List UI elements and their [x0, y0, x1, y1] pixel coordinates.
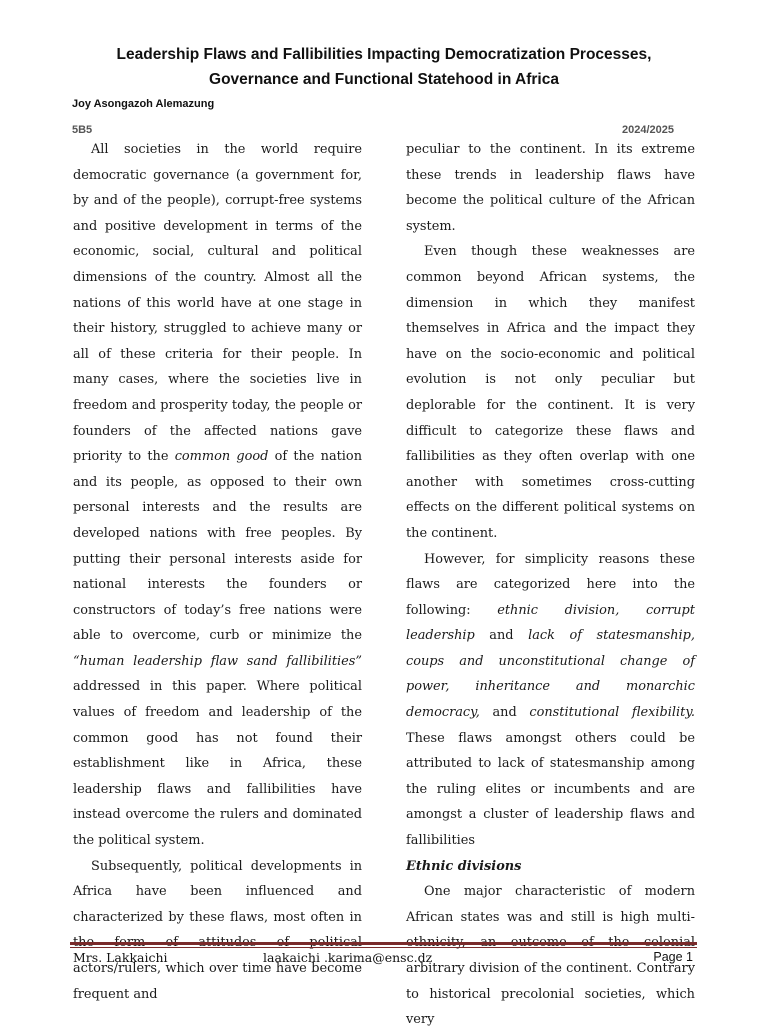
academic-year: 2024/2025: [622, 124, 674, 136]
author-name: Joy Asongazoh Alemazung: [72, 98, 215, 110]
page-number: Page 1: [653, 950, 693, 964]
footer-email: laakaichi .karima@ensc.dz: [263, 950, 433, 965]
emphasis: common good: [174, 449, 269, 465]
footer-rule-thin: [70, 947, 697, 948]
emphasis: constitutional flexibility.: [529, 705, 695, 721]
paragraph: peculiar to the continent. In its extreme these trends in leadership flaws have become the political culture of the African system.: [406, 142, 695, 234]
paper-title: [60, 42, 708, 92]
emphasis: lack of statesmanship, coups and unconstitutional change of power, inheritance and monarchic democracy,: [406, 628, 696, 721]
emphasis: ethnic division, corrupt leadership: [406, 602, 695, 644]
section-heading: Ethnic divisions: [406, 858, 522, 874]
paragraph: One major characteristic of modern African states was and still is high multi- arbitrary division of the continent. Contrary to historical precolonial societies, which very: [406, 884, 695, 1028]
paragraph: Even though these weaknesses are common beyond African systems, the dimension in which they manifest themselves in Africa and the impact they have on the socio-economic and political evolution is not only peculiar but deplorable for the continent. It is very difficult to categorize these flaws and fallibilities as they often overlap with one another with sometimes cross-cutting effects on the different political systems on the continent.: [406, 244, 695, 541]
title-line-2: Governance and Functional Statehood in Africa: [209, 71, 559, 88]
paragraph: However, for simplicity reasons these flaws are categorized here into the following: ethnic division, corrupt leadership and lack of statesmanship, coups and unconstitutional change of power, inheritance and monarchic democracy, and constitutional flexibility. These flaws amongst others could be attributed to lack of statesmanship among the ruling elites or incumbents and are amongst a cluster of leadership flaws and fallibilities: [406, 551, 696, 849]
emphasis: “human leadership flaw sand fallibilities”: [73, 653, 362, 669]
right-column: [406, 137, 695, 1033]
paragraph: Subsequently, political developments in Africa have been influenced and characterized by these flaws, most often in actors/rulers, which over time have become frequent and: [73, 858, 362, 1002]
class-code: 5B5: [72, 124, 93, 136]
left-column: [73, 137, 362, 1007]
paragraph: All societies in the world require democratic governance (a government for, by and of the people), corrupt-free systems and positive development in terms of the economic, social, cultural and political dimensions of the country. Almost all the nations of this world have at one stage in their history, struggled to achieve many or all of these criteria for their people. In many cases, where the societies live in freedom and prosperity today, the people or founders of the affected nations gave priority to the common good of the nation and its people, as opposed to their own personal interests and the results are developed nations with free peoples. By putting their personal interests aside for national interests the founders or constructors of today’s free nations were able to overcome, curb or minimize the “human leadership flaw sand fallibilities” addressed in this paper. Where political values of freedom and leadership of the common good has not found their establishment like in Africa, these leadership flaws and fallibilities have instead overcome the rulers and dominated the political system.: [73, 142, 362, 849]
footer-name: Mrs. Lakkaichi: [73, 950, 168, 965]
title-line-1: Leadership Flaws and Fallibilities Impacting Democratization Processes,: [116, 46, 652, 63]
footer-rule: [70, 942, 697, 945]
